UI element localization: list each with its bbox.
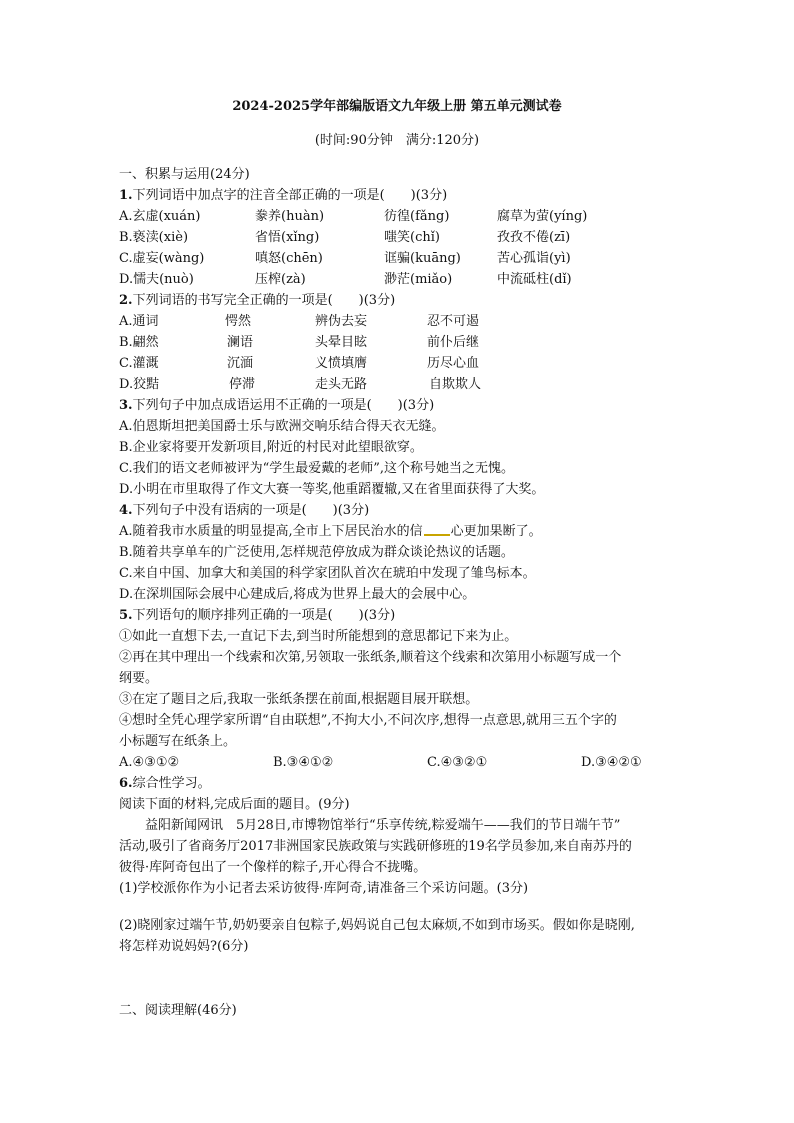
option-d-word-3: 走头无路 xyxy=(315,377,368,392)
option-d-word-3: 渺茫(miǎo) xyxy=(384,272,453,287)
question-5-sentence-4: ④想时全凭心理学家所谓“自由联想”,不拘大小,不问次序,想得一点意思,就用三五个字的 xyxy=(119,713,617,728)
answer-c: C.④③②① xyxy=(427,755,488,770)
option-b-word-3: 头晕目眩 xyxy=(315,335,368,350)
option-a-word-1: A.通词 xyxy=(119,314,159,329)
page-title: 2024-2025学年部编版语文九年级上册 第五单元测试卷 xyxy=(232,99,562,114)
option-d-word-4: 自欺欺人 xyxy=(429,377,482,392)
question-3-option-a: A.伯恩斯坦把美国爵士乐与欧洲交响乐结合得天衣无缝。 xyxy=(119,419,445,434)
option-c-word-1: C.虚妄(wàng) xyxy=(119,251,205,266)
question-number: 6. xyxy=(119,776,133,791)
option-a-word-1: A.玄虚(xuán) xyxy=(119,209,201,224)
page-subtitle: (时间:90分钟 满分:120分) xyxy=(314,133,480,148)
question-number: 5. xyxy=(119,608,133,623)
question-6-sub-2: (2)晓刚家过端午节,奶奶要亲自包粽子,妈妈说自己包太麻烦,不如到市场买。假如你是晓刚, xyxy=(119,918,635,933)
section1-heading: 一、积累与运用(24分) xyxy=(119,167,250,182)
question-1-stem xyxy=(119,187,689,205)
option-c-word-3: 义愤填膺 xyxy=(315,356,368,371)
question-text: 下列句子中加点成语运用不正确的一项是( )(3分) xyxy=(132,398,435,413)
option-a-word-4: 忍不可遏 xyxy=(427,314,480,329)
question-3-stem xyxy=(119,397,689,415)
question-5-sentence-3: ③在定了题目之后,我取一张纸条摆在前面,根据题目展开联想。 xyxy=(119,692,479,707)
option-b-word-1: B.亵渎(xiè) xyxy=(119,230,189,245)
answer-d: D.③④②① xyxy=(581,755,642,770)
answer-b: B.③④①② xyxy=(273,755,334,770)
question-number: 3. xyxy=(119,398,133,413)
option-d-word-4: 中流砥柱(dǐ) xyxy=(497,272,572,287)
option-d-word-2: 停滞 xyxy=(229,377,256,392)
option-c-word-1: C.灌溉 xyxy=(119,356,159,371)
material-line-3: 彼得·库阿奇包出了一个像样的粽子,开心得合不拢嘴。 xyxy=(119,860,427,875)
question-6-stem xyxy=(119,775,689,793)
option-a-word-3: 辨伪去妄 xyxy=(315,314,368,329)
option-a-word-4: 腐草为萤(yíng) xyxy=(497,209,588,224)
option-a-text-start: A.随着我市水质量的明显提高,全市上下居民治水的信 xyxy=(119,524,423,539)
answer-a: A.④③①② xyxy=(119,755,180,770)
wavy-underline-mark xyxy=(424,528,450,536)
question-6-sub-1: (1)学校派你作为小记者去采访彼得·库阿奇,请准备三个采访问题。(3分) xyxy=(119,881,529,896)
question-text: 综合性学习。 xyxy=(132,776,211,791)
option-a-text-end: 心更加果断了。 xyxy=(450,524,542,539)
question-3-option-b: B.企业家将要开发新项目,附近的村民对此望眼欲穿。 xyxy=(119,440,423,455)
question-4-option-b: B.随着共享单车的广泛使用,怎样规范停放成为群众谈论热议的话题。 xyxy=(119,545,514,560)
option-c-word-2: 沉湎 xyxy=(227,356,254,371)
question-2-stem xyxy=(119,292,689,310)
option-d-word-1: D.懦夫(nuò) xyxy=(119,272,194,287)
question-4-option-c: C.来自中国、加拿大和美国的科学家团队首次在琥珀中发现了雏鸟标本。 xyxy=(119,566,536,581)
question-5-sentence-2: ②再在其中理出一个线索和次第,另领取一张纸条,顺着这个线索和次第用小标题写成一个 xyxy=(119,650,622,665)
question-text: 下列词语中加点字的注音全部正确的一项是( )(3分) xyxy=(132,188,448,203)
question-text: 下列词语的书写完全正确的一项是( )(3分) xyxy=(132,293,396,308)
option-b-word-4: 前仆后继 xyxy=(427,335,480,350)
option-a-word-2: 豢养(huàn) xyxy=(255,209,325,224)
option-c-word-4: 历尽心血 xyxy=(427,356,480,371)
option-b-word-4: 孜孜不倦(zī) xyxy=(497,230,571,245)
question-4-option-d: D.在深圳国际会展中心建成后,将成为世界上最大的会展中心。 xyxy=(119,587,476,602)
question-text: 下列语句的顺序排列正确的一项是( )(3分) xyxy=(132,608,396,623)
question-5-stem xyxy=(119,607,689,625)
option-a-word-3: 彷徨(fǎng) xyxy=(384,209,450,224)
question-5-sentence-1: ①如此一直想下去,一直记下去,到当时所能想到的意思都记下来为止。 xyxy=(119,629,518,644)
option-b-word-2: 澜语 xyxy=(227,335,254,350)
question-text: 下列句子中没有语病的一项是( )(3分) xyxy=(132,503,370,518)
question-number: 2. xyxy=(119,293,133,308)
option-b-word-2: 省悟(xǐng) xyxy=(255,230,320,245)
question-4-stem xyxy=(119,502,689,520)
material-line-1: 益阳新闻网讯 5月28日,市博物馆举行“乐享传统,粽爱端午——我们的节日端午节” xyxy=(145,818,621,833)
option-b-word-1: B.翩然 xyxy=(119,335,159,350)
option-c-word-4: 苦心孤诣(yì) xyxy=(497,251,571,266)
question-5-sentence-4-cont: 小标题写在纸条上。 xyxy=(119,734,237,749)
question-3-option-d: D.小明在市里取得了作文大赛一等奖,他重蹈覆辙,又在省里面获得了大奖。 xyxy=(119,482,545,497)
option-d-word-1: D.狡黠 xyxy=(119,377,160,392)
question-number: 1. xyxy=(119,188,133,203)
section2-heading: 二、阅读理解(46分) xyxy=(119,1003,237,1018)
option-c-word-3: 诓骗(kuāng) xyxy=(384,251,461,266)
option-a-word-2: 愕然 xyxy=(225,314,252,329)
option-d-word-2: 压榨(zà) xyxy=(255,272,306,287)
question-6-sub-2-cont: 将怎样劝说妈妈?(6分) xyxy=(119,939,249,954)
question-4-option-a xyxy=(119,523,689,541)
question-6-intro: 阅读下面的材料,完成后面的题目。(9分) xyxy=(119,797,350,812)
option-b-word-3: 嗤笑(chǐ) xyxy=(384,230,440,245)
question-number: 4. xyxy=(119,503,133,518)
question-3-option-c: C.我们的语文老师被评为“学生最爱戴的老师”,这个称号她当之无愧。 xyxy=(119,461,515,476)
question-5-sentence-2-cont: 纲要。 xyxy=(119,671,159,686)
material-line-2: 活动,吸引了省商务厅2017非洲国家民族政策与实践研修班的19名学员参加,来自南苏丹的 xyxy=(119,839,632,854)
option-c-word-2: 嗔怒(chēn) xyxy=(255,251,323,266)
